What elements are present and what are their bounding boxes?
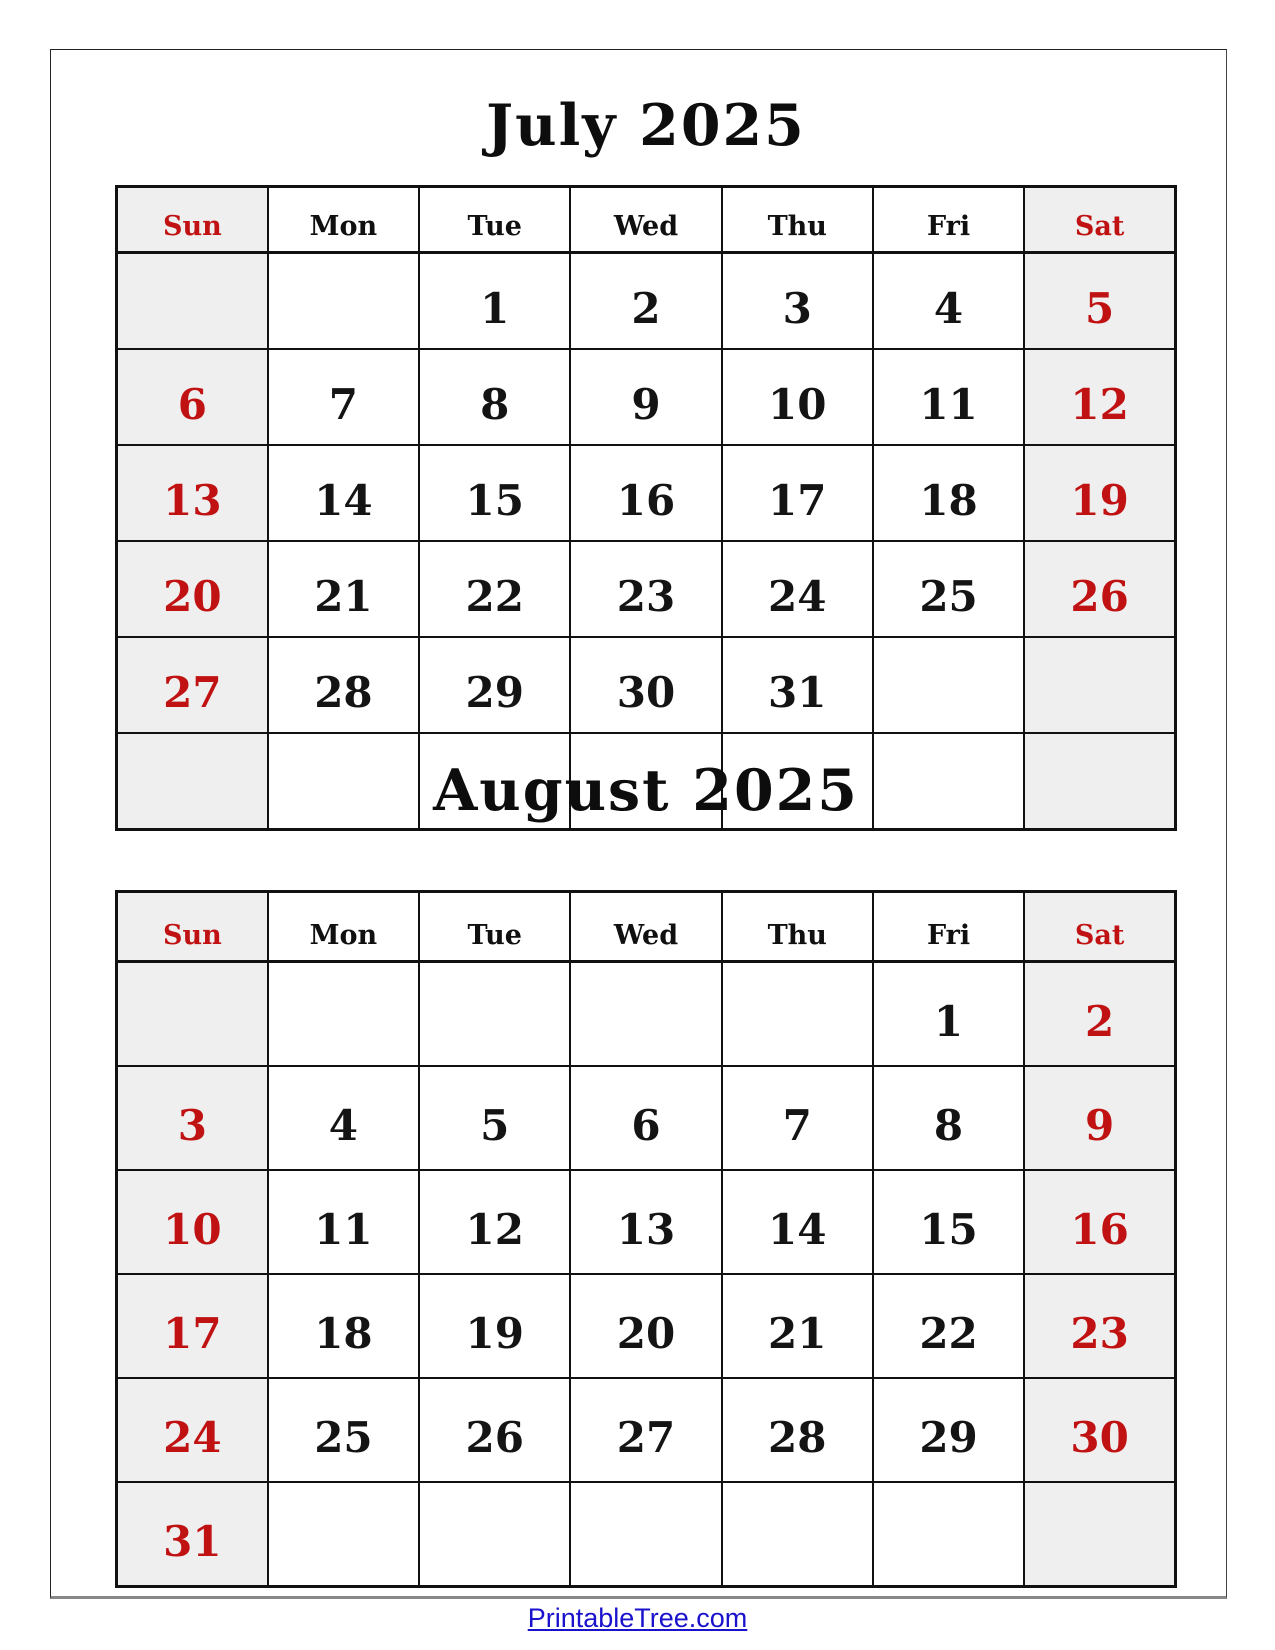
day-header-row <box>117 892 1176 962</box>
day-cell: 22 <box>873 1274 1024 1378</box>
footer-link[interactable]: PrintableTree.com <box>527 1603 748 1633</box>
day-cell: 26 <box>419 1378 570 1482</box>
empty-day-cell <box>873 1482 1024 1587</box>
day-cell: 17 <box>722 445 873 541</box>
day-cell: 20 <box>570 1274 721 1378</box>
day-cell: 15 <box>419 445 570 541</box>
day-cell: 19 <box>419 1274 570 1378</box>
day-cell: 8 <box>419 349 570 445</box>
day-header-thu: Thu <box>722 187 873 253</box>
day-cell: 18 <box>873 445 1024 541</box>
day-cell: 4 <box>268 1066 419 1170</box>
day-header-sat: Sat <box>1024 187 1175 253</box>
empty-day-cell <box>117 253 268 350</box>
footer <box>0 1603 1275 1634</box>
day-cell: 6 <box>117 349 268 445</box>
day-header-mon: Mon <box>268 187 419 253</box>
day-cell: 24 <box>722 541 873 637</box>
day-header-row <box>117 187 1176 253</box>
day-header-fri: Fri <box>873 892 1024 962</box>
day-cell: 3 <box>117 1066 268 1170</box>
day-cell: 2 <box>570 253 721 350</box>
day-cell: 26 <box>1024 541 1175 637</box>
empty-day-cell <box>419 1482 570 1587</box>
day-header-mon: Mon <box>268 892 419 962</box>
day-cell: 23 <box>570 541 721 637</box>
day-cell: 25 <box>873 541 1024 637</box>
empty-day-cell <box>1024 1482 1175 1587</box>
day-cell: 16 <box>1024 1170 1175 1274</box>
day-cell: 16 <box>570 445 721 541</box>
empty-day-cell <box>117 962 268 1067</box>
day-cell: 31 <box>117 1482 268 1587</box>
day-cell: 9 <box>570 349 721 445</box>
empty-day-cell <box>570 962 721 1067</box>
day-header-fri: Fri <box>873 187 1024 253</box>
day-cell: 23 <box>1024 1274 1175 1378</box>
week-row <box>117 962 1176 1067</box>
day-cell: 22 <box>419 541 570 637</box>
week-row <box>117 445 1176 541</box>
empty-day-cell <box>1024 637 1175 733</box>
day-cell: 11 <box>873 349 1024 445</box>
empty-day-cell <box>268 253 419 350</box>
day-cell: 20 <box>117 541 268 637</box>
day-header-sat: Sat <box>1024 892 1175 962</box>
week-row <box>117 349 1176 445</box>
day-cell: 29 <box>419 637 570 733</box>
day-cell: 14 <box>268 445 419 541</box>
day-cell: 1 <box>873 962 1024 1067</box>
day-cell: 13 <box>117 445 268 541</box>
empty-day-cell <box>873 637 1024 733</box>
day-cell: 18 <box>268 1274 419 1378</box>
day-cell: 4 <box>873 253 1024 350</box>
day-cell: 30 <box>1024 1378 1175 1482</box>
day-cell: 19 <box>1024 445 1175 541</box>
day-header-wed: Wed <box>570 892 721 962</box>
day-cell: 31 <box>722 637 873 733</box>
week-row <box>117 541 1176 637</box>
day-cell: 28 <box>722 1378 873 1482</box>
week-row <box>117 1482 1176 1587</box>
august-calendar-table <box>115 890 1177 1588</box>
day-cell: 5 <box>1024 253 1175 350</box>
day-cell: 30 <box>570 637 721 733</box>
day-header-sun: Sun <box>117 187 268 253</box>
day-cell: 7 <box>722 1066 873 1170</box>
day-cell: 12 <box>1024 349 1175 445</box>
july-title: July 2025 <box>486 92 806 159</box>
day-cell: 15 <box>873 1170 1024 1274</box>
day-cell: 3 <box>722 253 873 350</box>
day-cell: 7 <box>268 349 419 445</box>
empty-day-cell <box>722 962 873 1067</box>
day-cell: 1 <box>419 253 570 350</box>
week-row <box>117 637 1176 733</box>
day-cell: 6 <box>570 1066 721 1170</box>
day-cell: 21 <box>268 541 419 637</box>
day-header-sun: Sun <box>117 892 268 962</box>
empty-day-cell <box>570 1482 721 1587</box>
day-cell: 10 <box>722 349 873 445</box>
empty-day-cell <box>268 1482 419 1587</box>
day-cell: 25 <box>268 1378 419 1482</box>
day-cell: 27 <box>117 637 268 733</box>
day-cell: 9 <box>1024 1066 1175 1170</box>
day-cell: 5 <box>419 1066 570 1170</box>
week-row <box>117 253 1176 350</box>
day-cell: 8 <box>873 1066 1024 1170</box>
week-row <box>117 1274 1176 1378</box>
day-header-wed: Wed <box>570 187 721 253</box>
week-row <box>117 1066 1176 1170</box>
day-header-thu: Thu <box>722 892 873 962</box>
day-cell: 13 <box>570 1170 721 1274</box>
day-cell: 17 <box>117 1274 268 1378</box>
empty-day-cell <box>268 962 419 1067</box>
day-cell: 24 <box>117 1378 268 1482</box>
august-title: August 2025 <box>433 757 859 824</box>
day-header-tue: Tue <box>419 892 570 962</box>
day-cell: 10 <box>117 1170 268 1274</box>
day-cell: 28 <box>268 637 419 733</box>
day-cell: 21 <box>722 1274 873 1378</box>
day-cell: 27 <box>570 1378 721 1482</box>
day-cell: 2 <box>1024 962 1175 1067</box>
day-cell: 12 <box>419 1170 570 1274</box>
july-calendar-table <box>115 185 1177 831</box>
day-cell: 29 <box>873 1378 1024 1482</box>
week-row <box>117 1170 1176 1274</box>
day-cell: 11 <box>268 1170 419 1274</box>
day-header-tue: Tue <box>419 187 570 253</box>
day-cell: 14 <box>722 1170 873 1274</box>
empty-day-cell <box>419 962 570 1067</box>
empty-day-cell <box>722 1482 873 1587</box>
week-row <box>117 1378 1176 1482</box>
